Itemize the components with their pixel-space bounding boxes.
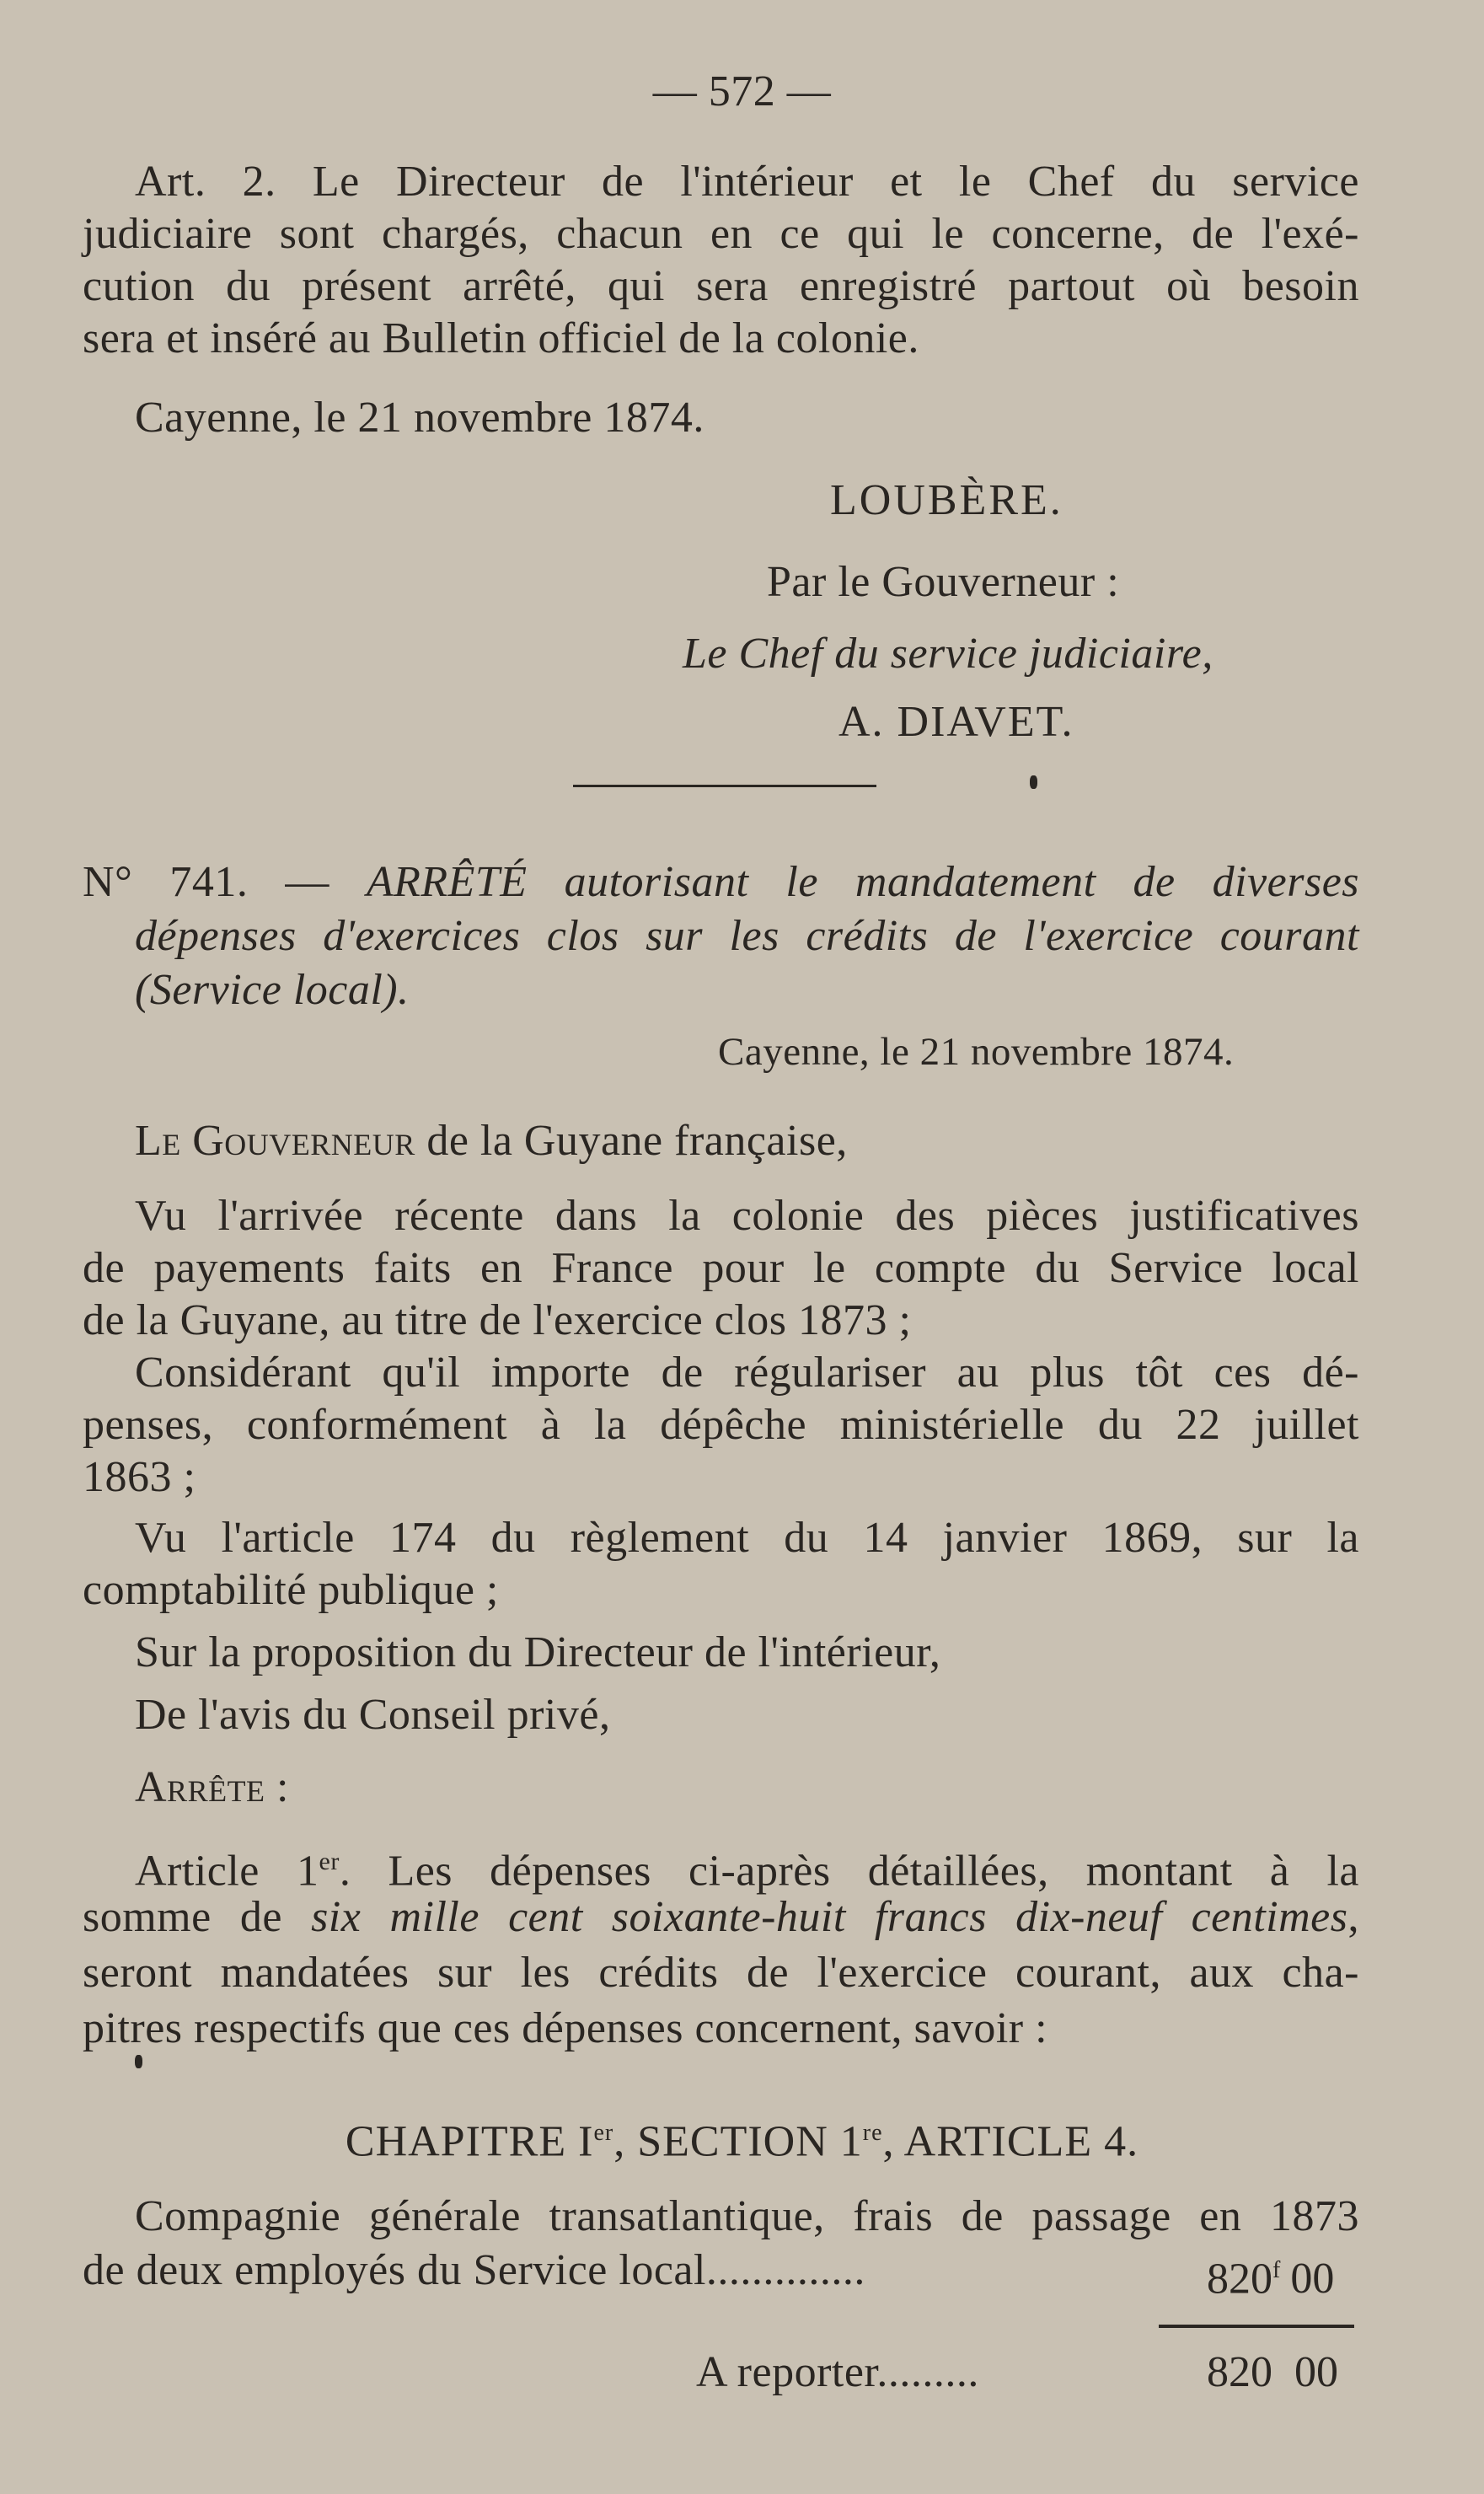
article2-line-1: Art. 2. Le Directeur de l'intérieur et le Chef du service: [135, 158, 1359, 206]
chapter-a-sup: er: [593, 2120, 614, 2146]
article2-line-4: sera et inséré au Bulletin officiel de la colonie.: [83, 314, 919, 362]
carry-forward-label: A reporter.........: [696, 2348, 979, 2396]
countersignature: A. DIAVET.: [838, 698, 1074, 746]
chapter-b: , SECTION 1: [613, 2117, 863, 2166]
vu1-line-2: de payements faits en France pour le compte du Service local: [83, 1244, 1359, 1292]
chapter-a: CHAPITRE I: [345, 2117, 594, 2166]
article1-line-2: [83, 1891, 1359, 1944]
article1-line-1: [135, 1836, 1359, 1897]
article2-line-2: judiciaire sont chargés, chacun en ce qui le concerne, de l'exé-: [83, 210, 1359, 258]
vu2-line-1: Vu l'article 174 du règlement du 14 janvier 1869, sur la: [135, 1514, 1359, 1562]
chapter-heading: [0, 2107, 1484, 2168]
total-rule: [1159, 2325, 1354, 2328]
expense-line-2: de deux employés du Service local..............: [83, 2246, 865, 2294]
avis-line: De l'avis du Conseil privé,: [135, 1691, 611, 1739]
article1-lead-rest: . Les dépenses ci-après détaillées, montant à la: [339, 1847, 1359, 1896]
ink-spot: [1030, 775, 1037, 789]
expense-amount: [1207, 2245, 1334, 2305]
arrete-line: Arrête :: [135, 1763, 289, 1811]
article1-lead: Article 1: [135, 1847, 319, 1896]
expense-amount-sup: f: [1272, 2257, 1281, 2283]
signature-title: Le Chef du service judiciaire,: [683, 630, 1213, 678]
article2-line-3: cution du présent arrêté, qui sera enregistré partout où besoin: [83, 262, 1359, 310]
decree-heading-line-3: (Service local).: [135, 966, 410, 1014]
article1-line-4: pitres respectifs que ces dépenses concernent, savoir :: [83, 2004, 1048, 2052]
decree-heading-line-2: dépenses d'exercices clos sur les crédits de l'exercice courant: [135, 912, 1359, 960]
decree-heading-line-1: [83, 856, 1359, 909]
considerant-line-1: Considérant qu'il importe de régulariser au plus tôt ces dé-: [135, 1349, 1359, 1397]
decree-dateline: Cayenne, le 21 novembre 1874.: [718, 1030, 1235, 1074]
decree-title-word: ARRÊTÉ: [366, 858, 528, 906]
vu1-line-1: Vu l'arrivée récente dans la colonie des pièces justificatives: [135, 1192, 1359, 1240]
decree-number: N° 741. —: [83, 858, 329, 906]
article1-line2-start: somme de: [83, 1893, 282, 1941]
proposition-line: Sur la proposition du Directeur de l'intérieur,: [135, 1628, 941, 1676]
article1-sup: er: [319, 1848, 340, 1875]
signature-name: LOUBÈRE.: [830, 476, 1063, 524]
expense-amount-dec: 00: [1290, 2255, 1335, 2304]
expense-line-1: Compagnie générale transatlantique, frais de passage en 1873: [135, 2192, 1359, 2240]
expense-amount-int: 820: [1207, 2255, 1272, 2304]
decree-title-rest: autorisant le mandatement de diverses: [564, 858, 1360, 906]
separator-rule: [573, 785, 876, 787]
considerant-line-3: 1863 ;: [83, 1453, 196, 1501]
governor-title: Le Gouverneur: [135, 1117, 415, 1165]
article1-line-3: seront mandatées sur les crédits de l'exercice courant, aux cha-: [83, 1949, 1359, 1997]
carry-forward-amount: 820 00: [1207, 2348, 1338, 2396]
considerant-line-2: penses, conformément à la dépêche ministérielle du 22 juillet: [83, 1401, 1359, 1449]
governor-rest: de la Guyane française,: [426, 1117, 848, 1165]
ink-spot-2: [135, 2055, 142, 2068]
page-number: — 572 —: [652, 67, 832, 115]
signature-by-governor: Par le Gouverneur :: [767, 558, 1120, 606]
vu2-line-2: comptabilité publique ;: [83, 1566, 499, 1614]
chapter-c: , ARTICLE 4.: [882, 2117, 1139, 2166]
dateline: Cayenne, le 21 novembre 1874.: [135, 394, 704, 442]
governor-line: [135, 1115, 848, 1167]
chapter-b-sup: re: [862, 2120, 883, 2146]
article1-amount-words: six mille cent soixante-huit francs dix-neuf centimes: [311, 1893, 1348, 1941]
article1-line2-end: ,: [1347, 1893, 1359, 1941]
vu1-line-3: de la Guyane, au titre de l'exercice clos 1873 ;: [83, 1296, 912, 1344]
